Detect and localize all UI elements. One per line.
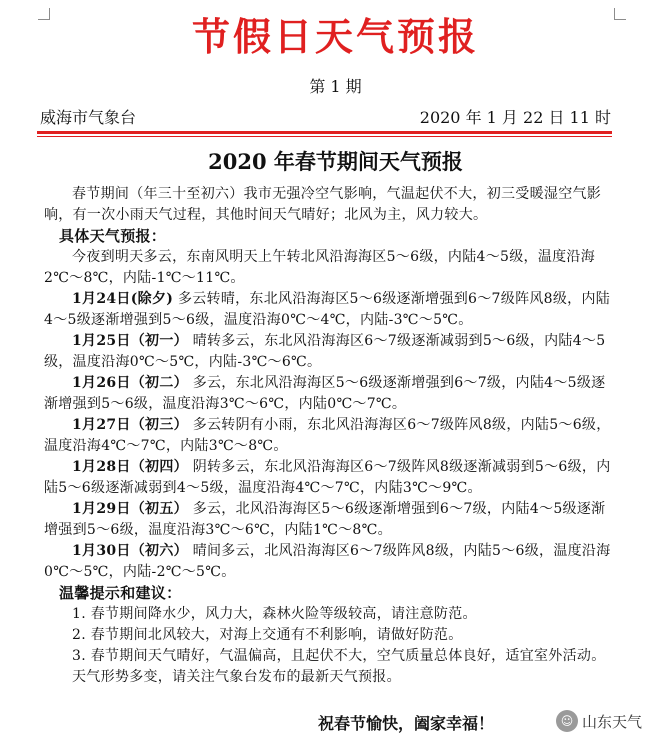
watermark-name: 山东天气 <box>582 712 643 731</box>
day-forecast <box>44 541 612 583</box>
day-text: 晴转多云，东北风沿海海区6～7级逐渐减弱到5～6级，内陆4～5级，温度沿海0℃～5℃，内陆-3℃～6℃。 <box>44 333 606 370</box>
tip-item: 1. 春节期间降水少，风力大，森林火险等级较高，请注意防范。 <box>72 606 477 622</box>
document-body <box>44 184 612 688</box>
issue-datetime: 2020 年 1 月 22 日 11 时 <box>419 108 611 127</box>
forecast-heading: 具体天气预报： <box>59 227 167 245</box>
day-text: 多云，北风沿海海区5～6级逐渐增强到6～7级，内陆4～5级逐渐增强到5～6级，温度沿海3℃～6℃，内陆1℃～8℃。 <box>44 501 606 538</box>
greeting: 祝春节愉快，阖家幸福！ <box>318 714 495 733</box>
tonight-forecast: 今夜到明天多云，东南风明天上午转北风沿海海区5～6级，内陆4～5级，温度沿海2℃～8℃，内陆-1℃～11℃。 <box>44 249 596 286</box>
masthead: 节假日天气预报 <box>191 14 479 59</box>
day-forecast <box>44 415 612 457</box>
tips-heading: 温馨提示和建议： <box>59 584 182 602</box>
day-forecast <box>44 331 612 373</box>
day-forecast <box>44 373 612 415</box>
tip-item: 2. 春节期间北风较大，对海上交通有不利影响，请做好防范。 <box>72 627 463 643</box>
day-date: 1月30日（初六） <box>72 543 188 559</box>
day-forecast <box>44 289 612 331</box>
header-rule-thick <box>37 131 612 134</box>
day-date: 1月28日（初四） <box>72 459 188 475</box>
day-text: 阴转多云，东北风沿海海区6～7级阵风8级逐渐减弱到5～6级，内陆5～6级逐渐减弱到4～5级，温度沿海4℃～7℃，内陆3℃～9℃。 <box>44 459 611 496</box>
issue-number: 第 1 期 <box>309 77 362 96</box>
day-date: 1月25日（初一） <box>72 333 188 349</box>
day-text: 多云，东北风沿海海区5～6级逐渐增强到6～7级，内陆4～5级逐渐增强到5～6级，温度沿海3℃～6℃，内陆0℃～7℃。 <box>44 375 606 412</box>
wechat-icon: ☺ <box>556 710 578 732</box>
issuing-org: 威海市气象台 <box>40 108 137 127</box>
day-text: 晴间多云，北风沿海海区6～7级阵风8级，内陆5～6级，温度沿海0℃～5℃，内陆-2℃～5℃。 <box>44 543 611 580</box>
intro-paragraph: 春节期间（年三十至初六）我市无强冷空气影响，气温起伏不大，初三受暖湿空气影响，有一次小雨天气过程，其他时间天气晴好；北风为主，风力较大。 <box>44 186 602 223</box>
watermark <box>556 710 642 732</box>
day-forecast <box>44 499 612 541</box>
day-date: 1月26日（初二） <box>72 375 188 391</box>
day-date: 1月27日（初三） <box>72 417 188 433</box>
tip-item: 3. 春节期间天气晴好，气温偏高，且起伏不大，空气质量总体良好，适宜室外活动。 <box>72 648 606 664</box>
day-forecast <box>44 457 612 499</box>
day-date: 1月24日(除夕) <box>72 291 174 307</box>
day-text: 多云转阴有小雨，东北风沿海海区6～7级阵风8级，内陆5～6级，温度沿海4℃～7℃，内陆3℃～8℃。 <box>44 417 611 454</box>
day-text: 多云转晴，东北风沿海海区5～6级逐渐增强到6～7级阵风8级，内陆4～5级逐渐增强到5～6级，温度沿海0℃～4℃，内陆-3℃～5℃。 <box>44 291 611 328</box>
document-title: 2020 年春节期间天气预报 <box>208 149 463 174</box>
day-date: 1月29日（初五） <box>72 501 188 517</box>
closing-note: 天气形势多变，请关注气象台发布的最新天气预报。 <box>72 669 401 685</box>
header-rule-thin <box>37 136 612 137</box>
